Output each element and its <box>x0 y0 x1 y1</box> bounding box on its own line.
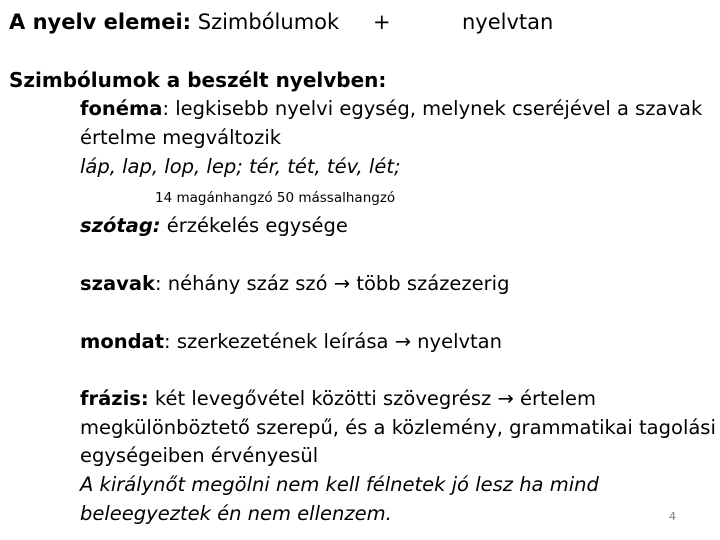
fonema-def-2: értelme megváltozik <box>80 126 282 149</box>
frazis-def-2: megkülönböztető szerepű, és a közlemény, grammatikai tagolási <box>80 416 716 439</box>
frazis-def-1: két levegővétel közötti szövegrész → értelem <box>148 387 597 410</box>
szotag-def: érzékelés egysége <box>160 214 348 237</box>
section-heading: Szimbólumok a beszélt nyelvben: <box>9 68 387 92</box>
fonema-def-1: : legkisebb nyelvi egység, melynek cseréjével a szavak <box>162 97 703 120</box>
frazis-example-1: A királynőt megölni nem kell félnetek jó lesz ha mind <box>80 473 599 496</box>
frazis-line-1 <box>80 386 596 412</box>
title-plus: + <box>373 10 391 34</box>
szavak-def: : néhány száz szó → több százezerig <box>154 272 510 295</box>
szotag-term: szótag: <box>80 214 161 237</box>
title-right: nyelvtan <box>462 10 554 34</box>
fonema-term: fonéma <box>80 97 163 120</box>
fonema-counts: 14 magánhangzó 50 mássalhangzó <box>155 190 396 206</box>
szotag-line <box>80 213 348 239</box>
frazis-term: frázis: <box>80 387 149 410</box>
szavak-line <box>80 271 509 297</box>
fonema-line-1 <box>80 96 702 122</box>
frazis-example-2: beleegyeztek én nem ellenzem. <box>80 502 392 525</box>
frazis-def-3: egységeiben érvényesül <box>80 444 319 467</box>
szavak-term: szavak <box>80 272 155 295</box>
fonema-examples: láp, lap, lop, lep; tér, tét, tév, lét; <box>80 155 401 178</box>
mondat-def: : szerkezetének leírása → nyelvtan <box>164 330 502 353</box>
title-bold: A nyelv elemei: <box>9 10 192 34</box>
title-rest: Szimbólumok <box>191 10 340 34</box>
slide-number: 4 <box>669 510 676 523</box>
mondat-line <box>80 329 502 355</box>
slide-title <box>9 8 339 36</box>
mondat-term: mondat <box>80 330 165 353</box>
